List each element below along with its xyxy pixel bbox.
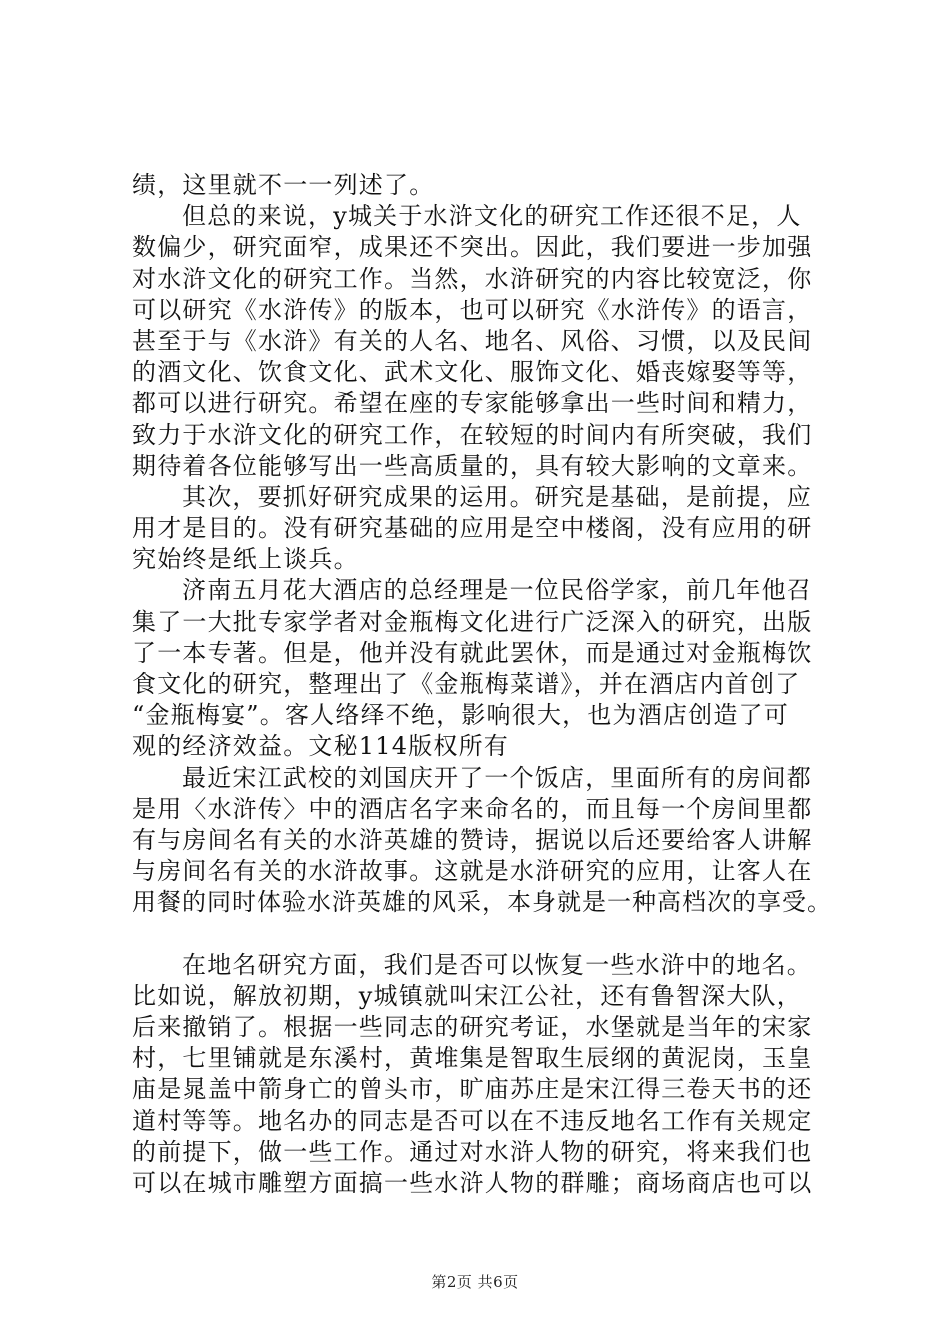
text-line: 对水浒文化的研究工作。当然，水浒研究的内容比较宽泛，你 — [132, 264, 813, 293]
text-line: 庙是晁盖中箭身亡的曾头市，旷庙苏庄是宋江得三卷天书的还 — [132, 1075, 813, 1104]
paragraph-2 — [132, 201, 832, 482]
paragraph-spacer — [132, 919, 832, 950]
text-line: 了一本专著。但是，他并没有就此罢休，而是通过对金瓶梅饮 — [132, 638, 813, 667]
text-line: 都可以进行研究。希望在座的专家能够拿出一些时间和精力， — [132, 389, 813, 418]
text-line: 与房间名有关的水浒故事。这就是水浒研究的应用，让客人在 — [132, 857, 813, 886]
text-line: 可以在城市雕塑方面搞一些水浒人物的群雕；商场商店也可以 — [132, 1169, 813, 1197]
text-line: 究始终是纸上谈兵。 — [132, 545, 359, 574]
text-line: 用才是目的。没有研究基础的应用是空中楼阁，没有应用的研 — [132, 514, 813, 543]
paragraph-1 — [132, 170, 832, 201]
text-line: 最近宋江武校的刘国庆开了一个饭店，里面所有的房间都 — [182, 763, 812, 792]
text-line: 比如说，解放初期，y城镇就叫宋江公社，还有鲁智深大队， — [132, 981, 802, 1010]
text-line: 甚至于与《水浒》有关的人名、地名、风俗、习惯，以及民间 — [132, 326, 813, 355]
text-line: 观的经济效益。文秘114版权所有 — [132, 732, 510, 761]
text-line: 数偏少，研究面窄，成果还不突出。因此，我们要进一步加强 — [132, 233, 813, 262]
text-line: “金瓶梅宴”。客人络绎不绝，影响很大，也为酒店创造了可 — [132, 701, 789, 730]
paragraph-6 — [132, 950, 832, 1200]
text-line: 的前提下，做一些工作。通过对水浒人物的研究，将来我们也 — [132, 1137, 813, 1166]
document-body — [132, 170, 832, 1199]
paragraph-5 — [132, 763, 832, 919]
text-line: 其次，要抓好研究成果的运用。研究是基础，是前提，应 — [182, 482, 812, 511]
text-line: 道村等等。地名办的同志是否可以在不违反地名工作有关规定 — [132, 1106, 813, 1135]
text-line: 用餐的同时体验水浒英雄的风采，本身就是一种高档次的享受。 — [132, 888, 832, 917]
text-line: 致力于水浒文化的研究工作，在较短的时间内有所突破，我们 — [132, 420, 813, 449]
text-line: 有与房间名有关的水浒英雄的赞诗，据说以后还要给客人讲解 — [132, 825, 813, 854]
text-line: 但总的来说，y城关于水浒文化的研究工作还很不足，人 — [182, 202, 802, 231]
text-line: 后来撤销了。根据一些同志的研究考证，水堡就是当年的宋家 — [132, 1013, 813, 1042]
page-number-footer: 第2页 共6页 — [431, 1273, 519, 1291]
text-line: 可以研究《水浒传》的版本，也可以研究《水浒传》的语言， — [132, 295, 813, 324]
text-line: 期待着各位能够写出一些高质量的，具有较大影响的文章来。 — [132, 451, 813, 480]
text-line: 的酒文化、饮食文化、武术文化、服饰文化、婚丧嫁娶等等， — [132, 358, 813, 387]
text-line: 绩，这里就不一一列述了。 — [132, 171, 435, 199]
text-line: 集了一大批专家学者对金瓶梅文化进行广泛深入的研究，出版 — [132, 607, 813, 636]
text-line: 食文化的研究，整理出了《金瓶梅菜谱》，并在酒店内首创了 — [132, 670, 801, 698]
paragraph-4 — [132, 575, 832, 762]
text-line: 是用〈水浒传〉中的酒店名字来命名的，而且每一个房间里都 — [132, 794, 813, 823]
text-line: 在地名研究方面，我们是否可以恢复一些水浒中的地名。 — [182, 950, 812, 979]
text-line: 济南五月花大酒店的总经理是一位民俗学家，前几年他召 — [182, 576, 812, 605]
paragraph-3 — [132, 482, 832, 576]
text-line: 村，七里铺就是东溪村，黄堆集是智取生辰纲的黄泥岗，玉皇 — [132, 1044, 813, 1073]
